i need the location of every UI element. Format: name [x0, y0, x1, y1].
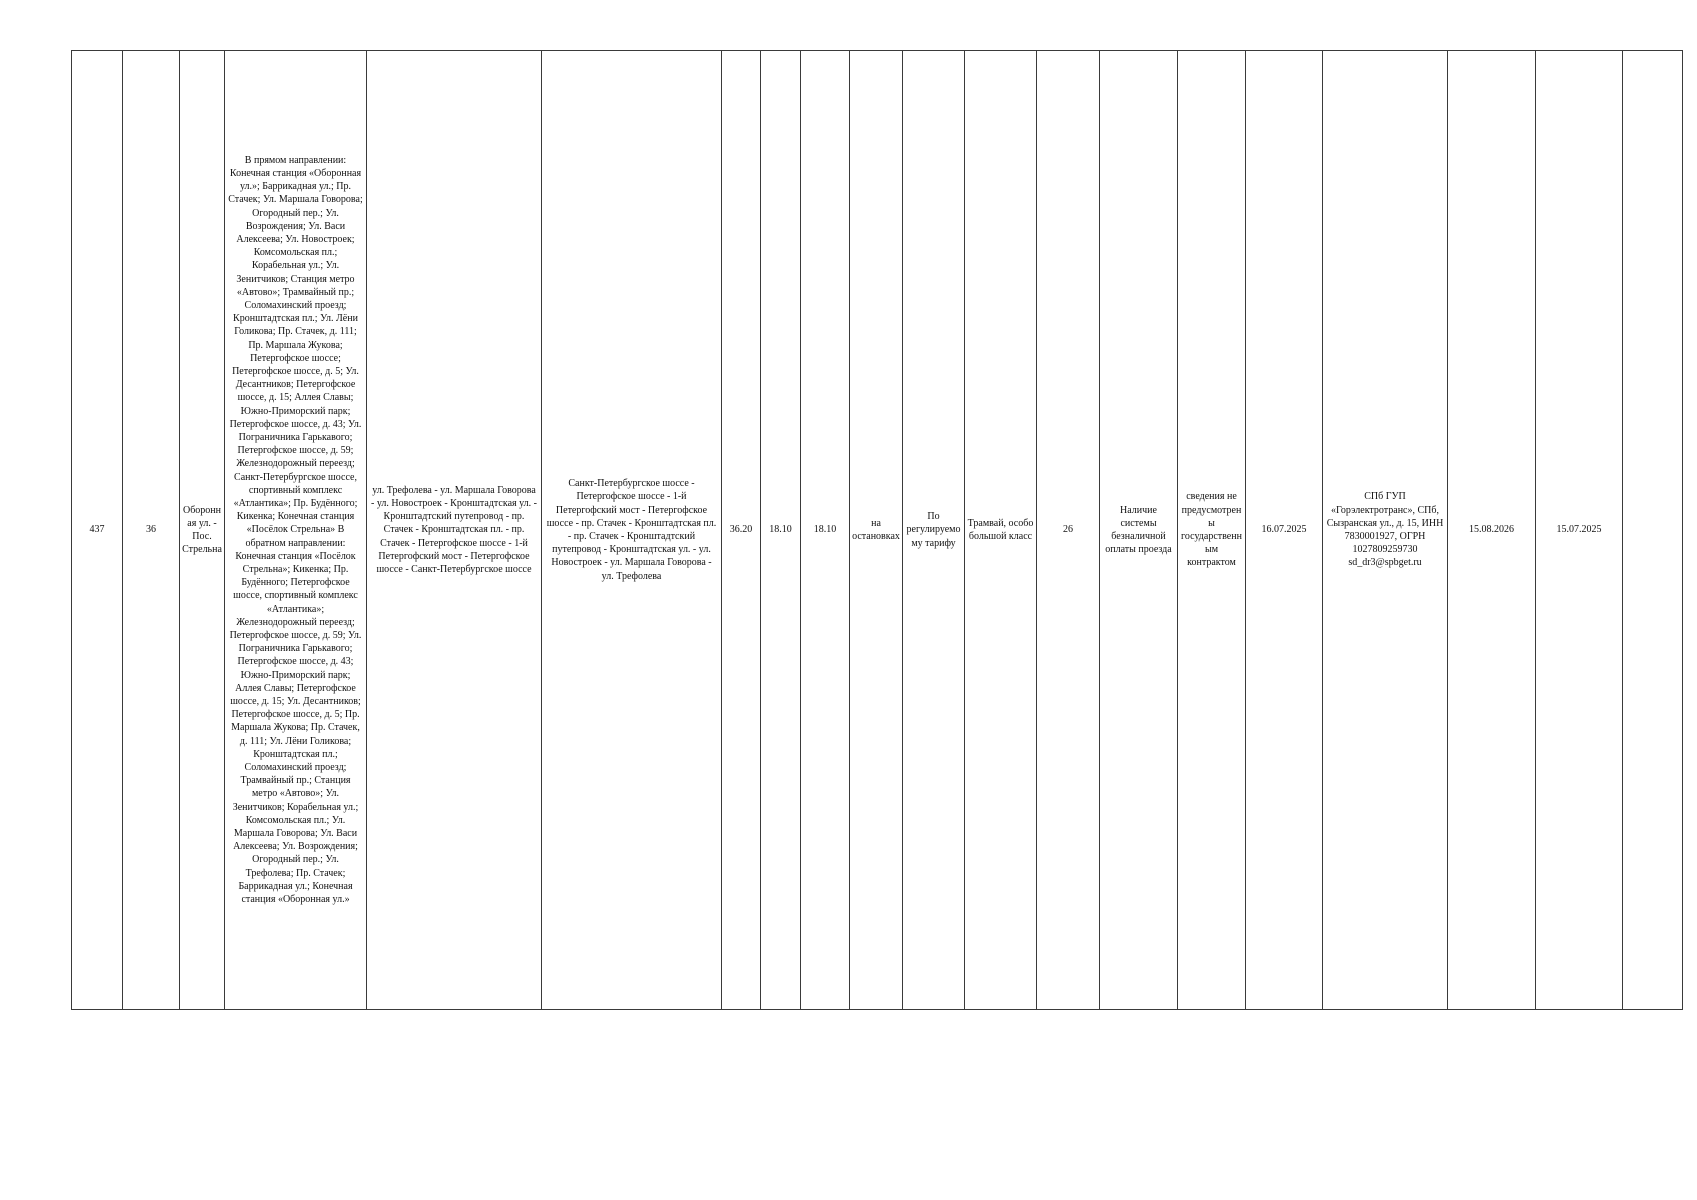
table-row [72, 51, 1683, 1010]
length-total-cell: 18.10 [801, 51, 850, 1010]
stop-order-cell: на остановках [850, 51, 903, 1010]
length-forward-cell: 36.20 [722, 51, 761, 1010]
registry-number-cell: 437 [72, 51, 123, 1010]
route-number-cell: 36 [123, 51, 180, 1010]
start-date-cell: 16.07.2025 [1246, 51, 1323, 1010]
intermediate-stops-cell: В прямом направлении: Конечная станция «Оборонная ул.»; Баррикадная ул.; Пр. Стачек; Ул. Маршала Говорова; Огородный пер.; Ул. Возрождения; Ул. Васи Алексеева; Ул. Новостроек; Комсомольская пл.; Корабельная ул.; Ул. Зенитчиков; Станция метро «Автово»; Трамвайный пр.; Соломахинский проезд; Кронштадтская пл.; Ул. Лёни Голикова; Пр. Стачек, д. 111; Пр. Маршала Жукова; Петергофское шоссе; Петергофское шоссе, д. 5; Ул. Десантников; Петергофское шоссе, д. 15; Аллея Славы; Южно-Приморский парк; Петергофское шоссе, д. 43; Ул. Пограничника Гарькавого; Петергофское шоссе, д. 59; Железнодорожный переезд; Санкт-Петербургское шоссе, спортивный комплекс «Атлантика»; Пр. Будённого; Кикенка; Конечная станция «Посёлок Стрельна» В обратном направлении: Конечная станция «Посёлок Стрельна»; Кикенка; Пр. Будённого; Петергофское шоссе, спортивный комплекс «Атлантика»; Железнодорожный переезд; Петергофское шоссе, д. 59; Ул. Пограничника Гарькавого; Петергофское шоссе, д. 43; Южно-Приморский парк; Аллея Славы; Петергофское шоссе, д. 15; Ул. Десантников; Петергофское шоссе, д. 5; Пр. Маршала Жукова; Пр. Стачек, д. 111; Ул. Лёни Голикова; Кронштадтская пл.; Соломахинский проезд; Трамвайный пр.; Станция метро «Автово»; Ул. Зенитчиков; Корабельная ул.; Комсомольская пл.; Ул. Маршала Говорова; Ул. Васи Алексеева; Ул. Возрождения; Огородный пер.; Ул. Трефолева; Пр. Стачек; Баррикадная ул.; Конечная станция «Оборонная ул.» [225, 51, 367, 1010]
route-name-cell: Оборонная ул. - Пос. Стрельна [180, 51, 225, 1010]
end-date-cell: 15.08.2026 [1448, 51, 1536, 1010]
change-date-cell: 15.07.2025 [1536, 51, 1623, 1010]
notes-cell [1623, 51, 1683, 1010]
characteristics-cell: Наличие системы безналичной оплаты проезда [1100, 51, 1178, 1010]
contract-info-cell: сведения не предусмотрены государственным контрактом [1178, 51, 1246, 1010]
vehicle-count-cell: 26 [1037, 51, 1100, 1010]
streets-backward-cell: Санкт-Петербургское шоссе - Петергофское шоссе - 1-й Петергофский мост - Петергофское шоссе - пр. Стачек - Кронштадтская пл. - пр. Стачек - Кронштадтский путепровод - Кронштадтская ул. - ул. Новостроек - ул. Маршала Говорова - ул. Трефолева [542, 51, 722, 1010]
tariff-type-cell: По регулируемому тарифу [903, 51, 965, 1010]
length-backward-cell: 18.10 [761, 51, 801, 1010]
carrier-cell: СПб ГУП «Горэлектротранс», СПб, Сызранская ул., д. 15, ИНН 7830001927, ОГРН 1027809259730 sd_dr3@spbget.ru [1323, 51, 1448, 1010]
route-registry-table [71, 50, 1683, 1010]
streets-forward-cell: ул. Трефолева - ул. Маршала Говорова - ул. Новостроек - Кронштадтская ул. - Кронштадтский путепровод - пр. Стачек - Кронштадтская пл. - пр. Стачек - Петергофское шоссе - 1-й Петергофский мост - Петергофское шоссе - Санкт-Петербургское шоссе [367, 51, 542, 1010]
vehicle-type-class-cell: Трамвай, особо большой класс [965, 51, 1037, 1010]
